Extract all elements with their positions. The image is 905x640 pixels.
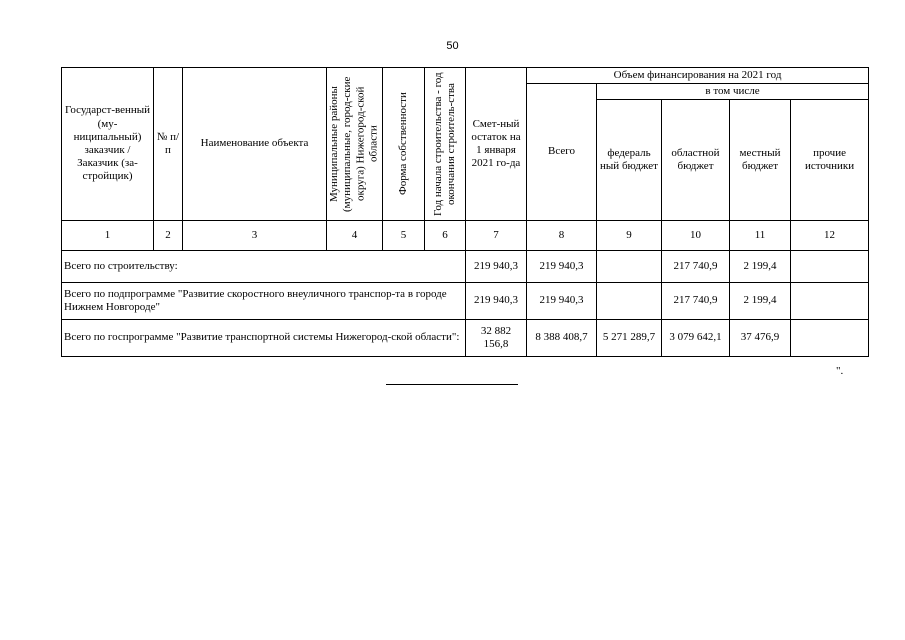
row-federal: 5 271 289,7	[597, 320, 662, 357]
row-local: 37 476,9	[730, 320, 791, 357]
row-balance: 32 882 156,8	[466, 320, 527, 357]
table-row	[62, 320, 869, 357]
header-balance: Смет-ный остаток на 1 января 2021 го-да	[466, 68, 527, 221]
header-object-name: Наименование объекта	[183, 68, 327, 221]
header-num: № п/п	[154, 68, 183, 221]
row-other	[791, 251, 869, 283]
header-districts-text: Муниципальные районы (муниципальные, город-ские округа) Нижегород-ской области	[328, 76, 380, 212]
table-row	[62, 251, 869, 283]
column-number: 12	[791, 221, 869, 251]
column-number: 3	[183, 221, 327, 251]
header-regional: областной бюджет	[662, 100, 730, 221]
column-number: 1	[62, 221, 154, 251]
row-total: 219 940,3	[527, 251, 597, 283]
header-years	[425, 68, 466, 221]
header-financing: Объем финансирования на 2021 год	[527, 68, 869, 84]
separator-line	[386, 384, 518, 385]
closing-quote: ".	[836, 365, 844, 377]
column-number: 11	[730, 221, 791, 251]
header-districts	[327, 68, 383, 221]
column-number: 7	[466, 221, 527, 251]
column-number: 6	[425, 221, 466, 251]
page-number: 50	[446, 40, 459, 52]
header-other: прочие источники	[791, 100, 869, 221]
row-label: Всего по строительству:	[62, 251, 466, 283]
column-number: 8	[527, 221, 597, 251]
row-label: Всего по госпрограмме "Развитие транспортной системы Нижегород-ской области":	[62, 320, 466, 357]
column-number: 4	[327, 221, 383, 251]
financing-table	[61, 67, 869, 357]
column-number: 2	[154, 221, 183, 251]
column-number: 5	[383, 221, 425, 251]
row-other	[791, 320, 869, 357]
row-regional: 217 740,9	[662, 283, 730, 320]
table-row	[62, 283, 869, 320]
header-including: в том числе	[597, 84, 869, 100]
row-federal	[597, 283, 662, 320]
header-customer: Государст-венный (му-ниципальный) заказчик / Заказчик (за-стройщик)	[62, 68, 154, 221]
row-federal	[597, 251, 662, 283]
column-number-row	[62, 221, 869, 251]
row-label: Всего по подпрограмме "Развитие скоростного внеуличного транспор-та в городе Нижнем Новгороде"	[62, 283, 466, 320]
header-federal: федераль ный бюджет	[597, 100, 662, 221]
row-regional: 3 079 642,1	[662, 320, 730, 357]
row-other	[791, 283, 869, 320]
row-total: 219 940,3	[527, 283, 597, 320]
row-balance: 219 940,3	[466, 283, 527, 320]
header-local: местный бюджет	[730, 100, 791, 221]
row-local: 2 199,4	[730, 251, 791, 283]
row-balance: 219 940,3	[466, 251, 527, 283]
column-number: 9	[597, 221, 662, 251]
row-total: 8 388 408,7	[527, 320, 597, 357]
row-regional: 217 740,9	[662, 251, 730, 283]
header-ownership	[383, 68, 425, 221]
row-local: 2 199,4	[730, 283, 791, 320]
header-years-text: Год начала строительства - год окончания строитель-ства	[431, 72, 457, 216]
header-total: Всего	[527, 84, 597, 221]
header-row-1	[62, 68, 869, 84]
header-ownership-text: Форма собственности	[396, 92, 409, 196]
column-number: 10	[662, 221, 730, 251]
